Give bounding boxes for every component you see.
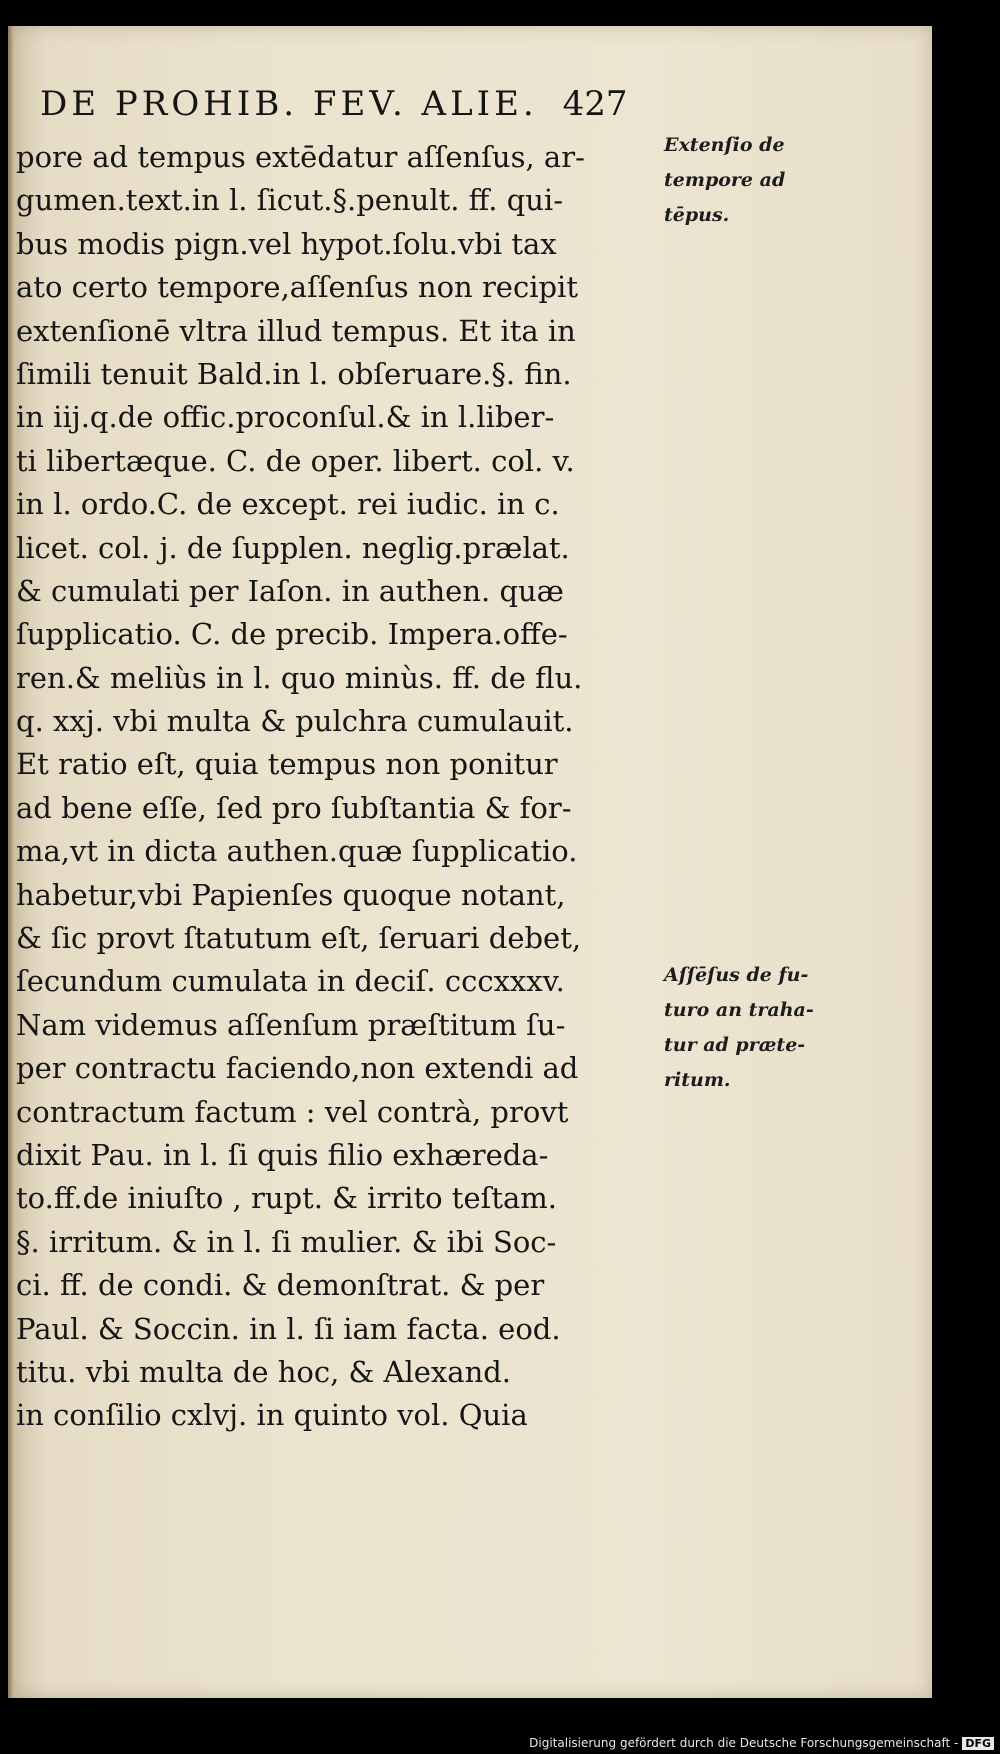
text-line: Paul. & Soccin. in l. ſi iam facta. eod. bbox=[16, 1311, 561, 1346]
note-line: turo an traha- bbox=[664, 999, 814, 1021]
text-line: Nam videmus aſſenſum præſtitum ſu- bbox=[16, 1007, 566, 1042]
credit-text: Digitalisierung gefördert durch die Deutsche Forschungsgemeinschaft - bbox=[529, 1736, 959, 1750]
text-line: bus modis pign.vel hypot.ſolu.vbi tax bbox=[16, 226, 557, 261]
text-line: ad bene eſſe, ſed pro ſubſtantia & for- bbox=[16, 790, 572, 825]
dfg-logo: DFG bbox=[962, 1737, 994, 1750]
text-line: ſimili tenuit Bald.in l. obſeruare.§. fin. bbox=[16, 356, 572, 391]
text-line: ma,vt in dicta authen.quæ ſupplicatio. bbox=[16, 834, 578, 869]
marginal-note-extension bbox=[664, 128, 834, 233]
folio-number: 427 bbox=[562, 84, 628, 124]
note-line: Extenſio de bbox=[664, 134, 785, 156]
text-line: pore ad tempus extēdatur aſſenſus, ar- bbox=[16, 140, 585, 174]
text-line: habetur,vbi Papienſes quoque notant, bbox=[16, 877, 566, 912]
text-line: in iij.q.de offic.proconſul.& in l.liber- bbox=[16, 400, 555, 435]
page-edge bbox=[8, 26, 14, 1698]
text-line: titu. vbi multa de hoc, & Alexand. bbox=[16, 1354, 512, 1389]
text-line: in conſilio cxlvj. in quinto vol. Quia bbox=[16, 1398, 528, 1433]
marginal-note-assent bbox=[664, 958, 834, 1098]
text-line: §. irritum. & in l. ſi mulier. & ibi Soc- bbox=[16, 1224, 557, 1259]
note-line: ritum. bbox=[664, 1069, 731, 1091]
text-line: to.ff.de iniuſto , rupt. & irrito teſtam. bbox=[16, 1181, 558, 1216]
text-line: ci. ff. de condi. & demonſtrat. & per bbox=[16, 1268, 545, 1303]
digitization-credit bbox=[529, 1736, 994, 1750]
text-line: Et ratio eſt, quia tempus non ponitur bbox=[16, 747, 558, 782]
text-line: extenſionē vltra illud tempus. Et ita in bbox=[16, 313, 576, 348]
running-title: DE PROHIB. FEV. ALIE. bbox=[40, 84, 538, 124]
text-line: & cumulati per Iaſon. in authen. quæ bbox=[16, 573, 564, 608]
text-line: per contractu faciendo,non extendi ad bbox=[16, 1051, 579, 1086]
note-line: Aſſēſus de fu- bbox=[664, 964, 809, 986]
text-line: contractum factum : vel contrà, provt bbox=[16, 1094, 569, 1129]
text-line: ſupplicatio. C. de precib. Impera.offe- bbox=[16, 617, 568, 652]
text-line: gumen.text.in l. ſicut.§.penult. ff. qui- bbox=[16, 183, 564, 218]
text-line: licet. col. j. de ſupplen. neglig.prælat. bbox=[16, 530, 570, 565]
text-line: ſecundum cumulata in deciſ. cccxxxv. bbox=[16, 964, 565, 999]
text-line: ti libertæque. C. de oper. libert. col. v. bbox=[16, 443, 575, 478]
text-line: dixit Pau. in l. ſi quis filio exhæreda- bbox=[16, 1137, 549, 1172]
text-line: q. xxj. vbi multa & pulchra cumulauit. bbox=[16, 704, 574, 739]
running-header bbox=[40, 84, 627, 124]
note-line: tēpus. bbox=[664, 204, 730, 226]
main-text-block bbox=[16, 136, 656, 1438]
text-line: & ſic provt ſtatutum eſt, ſeruari debet, bbox=[16, 921, 582, 956]
text-line: in l. ordo.C. de except. rei iudic. in c. bbox=[16, 487, 560, 522]
text-line: ato certo tempore,aſſenſus non recipit bbox=[16, 270, 578, 305]
note-line: tempore ad bbox=[664, 169, 786, 191]
note-line: tur ad præte- bbox=[664, 1034, 806, 1056]
text-line: ren.& meliùs in l. quo minùs. ff. de flu. bbox=[16, 660, 583, 695]
